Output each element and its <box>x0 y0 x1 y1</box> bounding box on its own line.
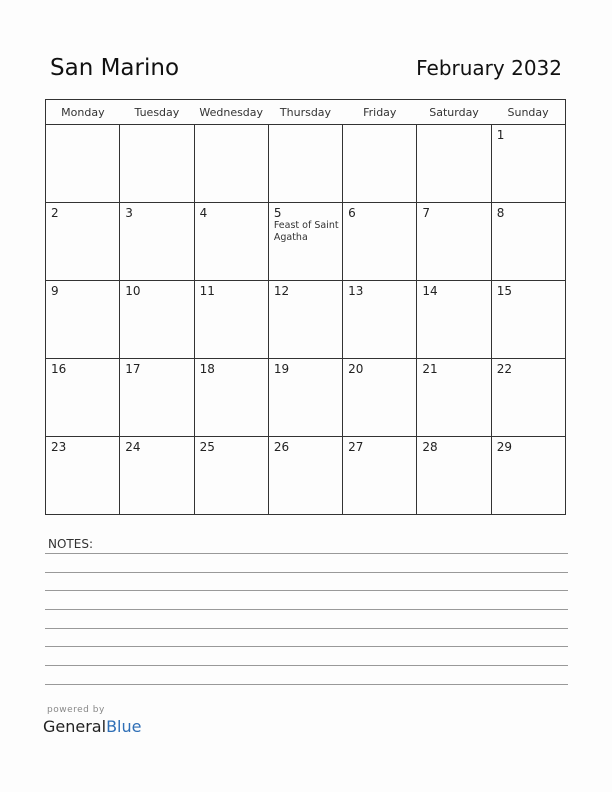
day-number: 27 <box>348 440 364 454</box>
holiday-label: Feast of Saint Agatha <box>273 220 339 243</box>
weekday-header: Tuesday <box>120 100 194 125</box>
calendar-day-cell <box>417 281 491 359</box>
weekday-header: Sunday <box>491 100 565 125</box>
calendar-day-cell <box>491 281 565 359</box>
calendar-day-cell <box>194 125 268 203</box>
day-number <box>195 125 268 128</box>
day-number: 5 <box>273 206 282 220</box>
calendar-day-cell <box>491 203 565 281</box>
note-line <box>45 572 568 573</box>
weekday-header-row <box>46 100 566 125</box>
note-line <box>45 609 568 610</box>
day-number: 21 <box>422 362 438 376</box>
day-number: 20 <box>348 362 364 376</box>
calendar-day-cell <box>194 437 268 515</box>
weekday-header: Monday <box>46 100 120 125</box>
calendar-day-cell <box>268 125 342 203</box>
calendar-day-cell <box>268 203 342 281</box>
day-number: 18 <box>199 362 215 376</box>
calendar-day-cell <box>120 437 194 515</box>
calendar-grid <box>45 99 566 515</box>
powered-by-text: powered by <box>47 705 105 715</box>
calendar-day-cell <box>417 203 491 281</box>
calendar-week-row <box>46 281 566 359</box>
note-line <box>45 646 568 647</box>
note-line <box>45 553 568 554</box>
day-number: 6 <box>348 206 356 220</box>
calendar-week-row <box>46 437 566 515</box>
day-number: 3 <box>125 206 133 220</box>
day-number: 11 <box>199 284 215 298</box>
generalblue-logo <box>43 717 141 736</box>
calendar-country-title: San Marino <box>50 55 180 81</box>
day-number <box>269 125 342 128</box>
calendar-day-cell <box>343 125 417 203</box>
calendar-day-cell <box>46 437 120 515</box>
calendar-day-cell <box>194 359 268 437</box>
weekday-header: Saturday <box>417 100 491 125</box>
day-number <box>343 125 416 128</box>
weekday-header: Friday <box>343 100 417 125</box>
day-number: 16 <box>51 362 67 376</box>
calendar-day-cell <box>491 437 565 515</box>
day-number: 10 <box>125 284 141 298</box>
note-line <box>45 684 568 685</box>
calendar-day-cell <box>120 125 194 203</box>
calendar-month-title: February 2032 <box>416 56 562 80</box>
calendar-day-cell <box>343 437 417 515</box>
day-number: 7 <box>422 206 431 220</box>
calendar-day-cell <box>46 359 120 437</box>
day-number: 29 <box>496 440 512 454</box>
logo-text-general: General <box>43 717 107 736</box>
calendar-day-cell <box>268 437 342 515</box>
day-number: 24 <box>125 440 141 454</box>
calendar-day-cell <box>268 281 342 359</box>
calendar-day-cell <box>120 281 194 359</box>
calendar-day-cell <box>268 359 342 437</box>
calendar-day-cell <box>417 437 491 515</box>
day-number: 1 <box>496 128 505 142</box>
calendar-day-cell <box>194 203 268 281</box>
day-number: 4 <box>199 206 208 220</box>
calendar-day-cell <box>194 281 268 359</box>
day-number: 28 <box>422 440 438 454</box>
calendar-day-cell <box>343 203 417 281</box>
weekday-header: Wednesday <box>194 100 268 125</box>
day-number: 13 <box>348 284 364 298</box>
calendar-day-cell <box>343 359 417 437</box>
day-number: 12 <box>273 284 290 298</box>
day-number <box>417 125 490 128</box>
day-number: 2 <box>51 206 59 220</box>
note-line <box>45 590 568 591</box>
calendar-day-cell <box>46 281 120 359</box>
day-number: 19 <box>273 362 290 376</box>
day-number: 15 <box>496 284 512 298</box>
day-number: 25 <box>199 440 215 454</box>
day-number <box>120 125 193 128</box>
calendar-day-cell <box>417 125 491 203</box>
calendar-day-cell <box>120 359 194 437</box>
day-number: 22 <box>496 362 512 376</box>
weekday-header: Thursday <box>268 100 342 125</box>
note-line <box>45 628 568 629</box>
calendar-day-cell <box>491 359 565 437</box>
calendar-week-row <box>46 359 566 437</box>
day-number: 14 <box>422 284 438 298</box>
calendar-day-cell <box>46 125 120 203</box>
calendar-week-row <box>46 203 566 281</box>
calendar-week-row <box>46 125 566 203</box>
calendar-day-cell <box>120 203 194 281</box>
calendar-day-cell <box>46 203 120 281</box>
note-line <box>45 665 568 666</box>
day-number: 8 <box>496 206 505 220</box>
day-number: 26 <box>273 440 290 454</box>
day-number <box>46 125 119 128</box>
calendar-day-cell <box>343 281 417 359</box>
day-number: 9 <box>51 284 59 298</box>
notes-label: NOTES: <box>48 537 93 551</box>
day-number: 17 <box>125 362 141 376</box>
calendar-day-cell <box>491 125 565 203</box>
calendar-day-cell <box>417 359 491 437</box>
logo-text-blue: Blue <box>106 717 142 736</box>
day-number: 23 <box>51 440 67 454</box>
